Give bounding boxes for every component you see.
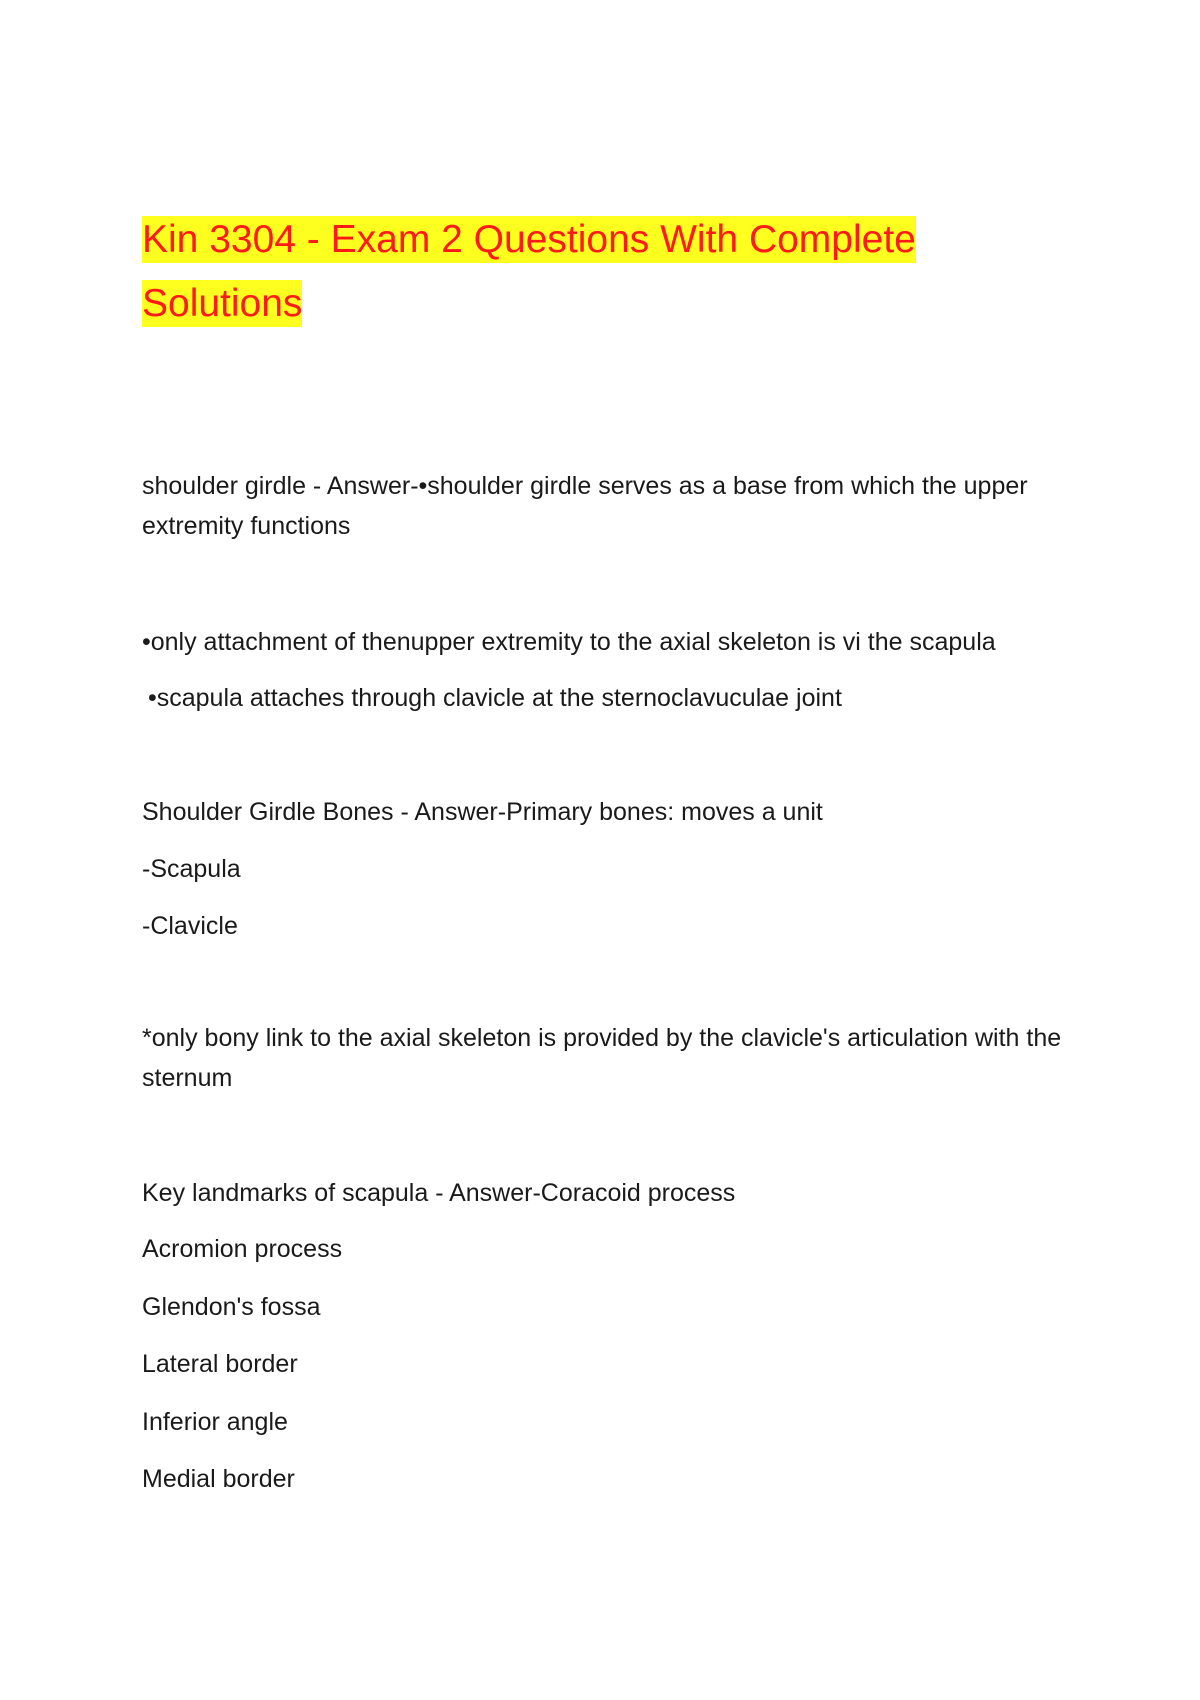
list-item-clavicle: -Clavicle xyxy=(142,912,238,940)
list-item-scapula: -Scapula xyxy=(142,855,241,883)
list-item-medial-border: Medial border xyxy=(142,1465,295,1493)
title-highlight: Kin 3304 - Exam 2 Questions With Complete Solutions xyxy=(142,218,916,325)
bullet-attachment: •only attachment of thenupper extremity to the axial skeleton is vi the scapula xyxy=(142,628,996,656)
list-item-inferior-angle: Inferior angle xyxy=(142,1408,288,1436)
list-item-glenoid-fossa: Glendon's fossa xyxy=(142,1293,321,1321)
bullet-scapula-attaches: •scapula attaches through clavicle at the sternoclavuculae joint xyxy=(148,684,842,712)
answer-shoulder-girdle-bones: Shoulder Girdle Bones - Answer-Primary bones: moves a unit xyxy=(142,798,823,826)
note-bony-link: *only bony link to the axial skeleton is provided by the clavicle's articulation with the sternum xyxy=(142,1024,1062,1092)
answer-shoulder-girdle: shoulder girdle - Answer-•shoulder girdle serves as a base from which the upper extremity functions xyxy=(142,472,1028,540)
document-title xyxy=(142,208,1042,336)
list-item-lateral-border: Lateral border xyxy=(142,1350,298,1378)
list-item-acromion: Acromion process xyxy=(142,1235,343,1263)
answer-key-landmarks: Key landmarks of scapula - Answer-Coracoid process xyxy=(142,1179,736,1207)
